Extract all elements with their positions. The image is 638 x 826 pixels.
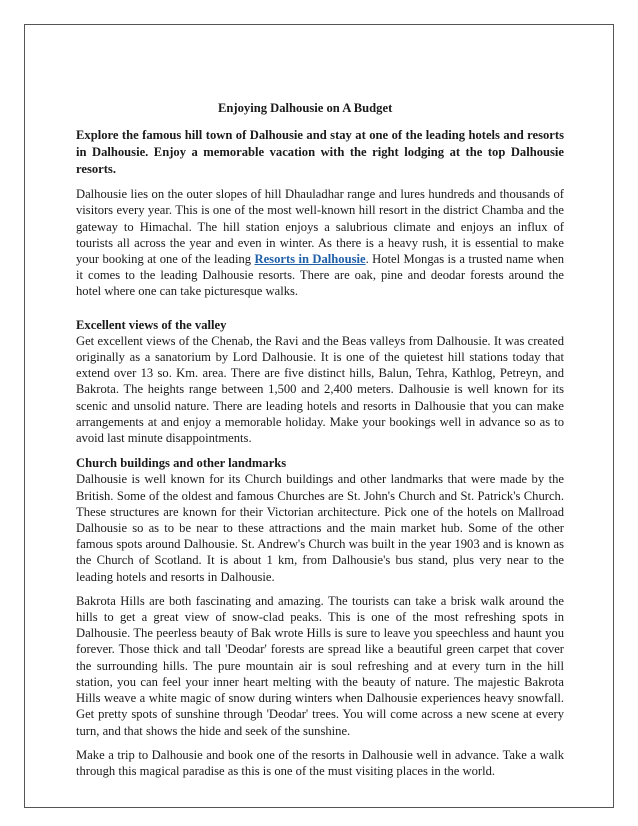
paragraph-overview xyxy=(76,186,564,299)
overview-text-start: Dalhousie lies on the outer slopes of hill Dhauladhar range and lures hundreds and thousands of visitors every year. This is one of the most well-known hill resort in the district Chamba and the gateway to Himachal. The hill station enjoys a salubrious climate and enjoys an influx of tourists all across the year and even in winter. As there is a heavy rush, it is essential to make your booking at one of the leading xyxy=(76,187,564,267)
document-body xyxy=(76,100,564,779)
paragraph-closing: Make a trip to Dalhousie and book one of the resorts in Dalhousie well in advance. Take a walk through this magical paradise as this is one of the must visiting places in the world. xyxy=(76,747,564,778)
paragraph-valley-views: Get excellent views of the Chenab, the Ravi and the Beas valleys from Dalhousie. It was created originally as a sanatorium by Lord Dalhousie. It is one of the quietest hill stations today that extend over 13 so. Km. area. There are five distinct hills, Balun, Tehra, Kathlog, Petreyn, and Bakrota. The heights range between 1,500 and 2,400 meters. Dalhousie is well known for its scenic and unsolid nature. There are leading hotels and resorts in Dalhousie that you can make arrangements at and enjoy a memorable holiday. Make your bookings well in advance so as to avoid last minute disappointments. xyxy=(76,333,564,446)
paragraph-bakrota-hills: Bakrota Hills are both fascinating and amazing. The tourists can take a brisk walk around the hills to get a great view of snow-clad peaks. This is one of the most refreshing spots in Dalhousie. The peerless beauty of Bak wrote Hills is sure to leave you speechless and haunt you forever. Those thick and tall 'Deodar' forests are spread like a beautiful green carpet that cover the surrounding hills. The pure mountain air is soul refreshing and at every turn in the hill station, you can feel your inner heart melting with the beauty of nature. The majestic Bakrota Hills weave a white magic of snow during winters when Dalhousie experiences heavy snowfall. Get pretty spots of sunshine through 'Deodar' trees. You will come across a new scene at every turn, and that shows the hide and seek of the sunshine. xyxy=(76,593,564,738)
heading-excellent-views: Excellent views of the valley xyxy=(76,317,227,332)
paragraph-churches: Dalhousie is well known for its Church buildings and other landmarks that were made by the British. Some of the oldest and famous Churches are St. John's Church and St. Patrick's Church. These structures are known for their Victorian architecture. Pick one of the hotels on Mallroad Dalhousie so as to be near to these attractions and the main market hub. Some of the other famous spots around Dalhousie. St. Andrew's Church was built in the year 1903 and is known as the Church of Scotland. It is about 1 km, from Dalhousie's bus stand, plus very near to the leading hotels and resorts in Dalhousie. xyxy=(76,472,564,584)
resorts-in-dalhousie-link[interactable]: Resorts in Dalhousie xyxy=(254,252,366,267)
heading-church-buildings: Church buildings and other landmarks xyxy=(76,456,287,471)
document-title: Enjoying Dalhousie on A Budget xyxy=(218,101,393,115)
page-frame xyxy=(24,24,614,808)
overview-text-end: . Hotel Mongas is a trusted name when it comes to the leading Dalhousie resorts. There are oak, pine and deodar forests around the hotel where one can take picturesque walks. xyxy=(76,252,564,299)
intro-paragraph: Explore the famous hill town of Dalhousie and stay at one of the leading hotels and resorts in Dalhousie. Enjoy a memorable vacation with the right lodging at the top Dalhousie resorts. xyxy=(76,128,564,177)
